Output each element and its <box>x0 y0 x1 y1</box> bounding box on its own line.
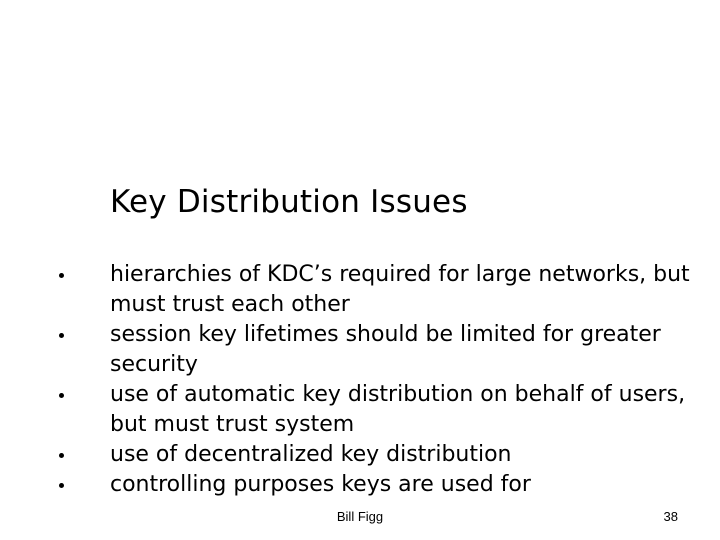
bullet-text: controlling purposes keys are used for <box>110 472 531 497</box>
list-item <box>0 440 720 470</box>
list-item <box>0 260 720 320</box>
bullet-text: use of decentralized key distribution <box>110 442 512 467</box>
list-item <box>0 380 720 440</box>
bullet-dot-icon <box>59 333 64 338</box>
bullet-text: session key lifetimes should be limited for greater security <box>110 322 661 377</box>
bullet-text: hierarchies of KDC’s required for large networks, but must trust each other <box>110 262 690 317</box>
slide-title: Key Distribution Issues <box>110 184 468 220</box>
bullet-list <box>0 260 720 500</box>
bullet-dot-icon <box>59 273 64 278</box>
page-number: 38 <box>663 509 678 524</box>
list-item <box>0 470 720 500</box>
list-item <box>0 320 720 380</box>
bullet-dot-icon <box>59 453 64 458</box>
bullet-text: use of automatic key distribution on behalf of users, but must trust system <box>110 382 686 437</box>
footer-author: Bill Figg <box>336 509 384 524</box>
bullet-dot-icon <box>59 483 64 488</box>
bullet-dot-icon <box>59 393 64 398</box>
